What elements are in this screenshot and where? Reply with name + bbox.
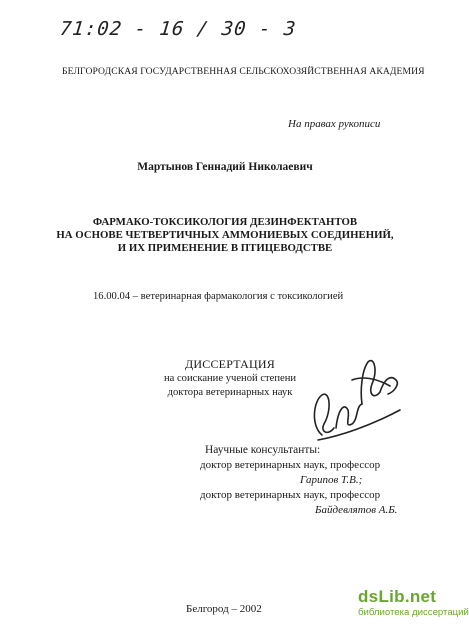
handwritten-signature bbox=[300, 340, 410, 450]
watermark bbox=[358, 587, 469, 618]
title-line-2: НА ОСНОВЕ ЧЕТВЕРТИЧНЫХ АММОНИЕВЫХ СОЕДИНЕНИЙ, bbox=[56, 229, 394, 241]
author-name: Мартынов Геннадий Николаевич bbox=[137, 161, 313, 173]
consultant-2-name: Байдевлятов А.Б. bbox=[315, 504, 398, 516]
consultant-2-degree: доктор ветеринарных наук, профессор bbox=[200, 489, 381, 501]
watermark-subtitle: библиотека диссертаций bbox=[358, 607, 469, 618]
consultant-1-degree: доктор ветеринарных наук, профессор bbox=[200, 459, 381, 471]
title-line-1: ФАРМАКО-ТОКСИКОЛОГИЯ ДЕЗИНФЕКТАНТОВ bbox=[92, 216, 358, 228]
consultant-1-name: Гарипов Т.В.; bbox=[300, 474, 363, 486]
dissertation-degree-line: на соискание ученой степени bbox=[163, 373, 297, 384]
specialty-code: 16.00.04 – ветеринарная фармакология с токсикологией bbox=[93, 291, 344, 302]
watermark-logo: dsLib.net bbox=[358, 587, 437, 606]
consultants-heading: Научные консультанты: bbox=[205, 444, 321, 456]
dissertation-label: ДИССЕРТАЦИЯ bbox=[185, 357, 275, 371]
dissertation-degree-field: доктора ветеринарных наук bbox=[167, 387, 293, 398]
title-line-3: И ИХ ПРИМЕНЕНИЕ В ПТИЦЕВОДСТВЕ bbox=[117, 242, 333, 254]
archive-number: 71:02 - 16 / 30 - 3 bbox=[58, 18, 298, 40]
city-year: Белгород – 2002 bbox=[186, 603, 262, 615]
academy-name: БЕЛГОРОДСКАЯ ГОСУДАРСТВЕННАЯ СЕЛЬСКОХОЗЯЙСТВЕННАЯ АКАДЕМИЯ bbox=[62, 66, 425, 77]
rights-note: На правах рукописи bbox=[288, 118, 381, 130]
